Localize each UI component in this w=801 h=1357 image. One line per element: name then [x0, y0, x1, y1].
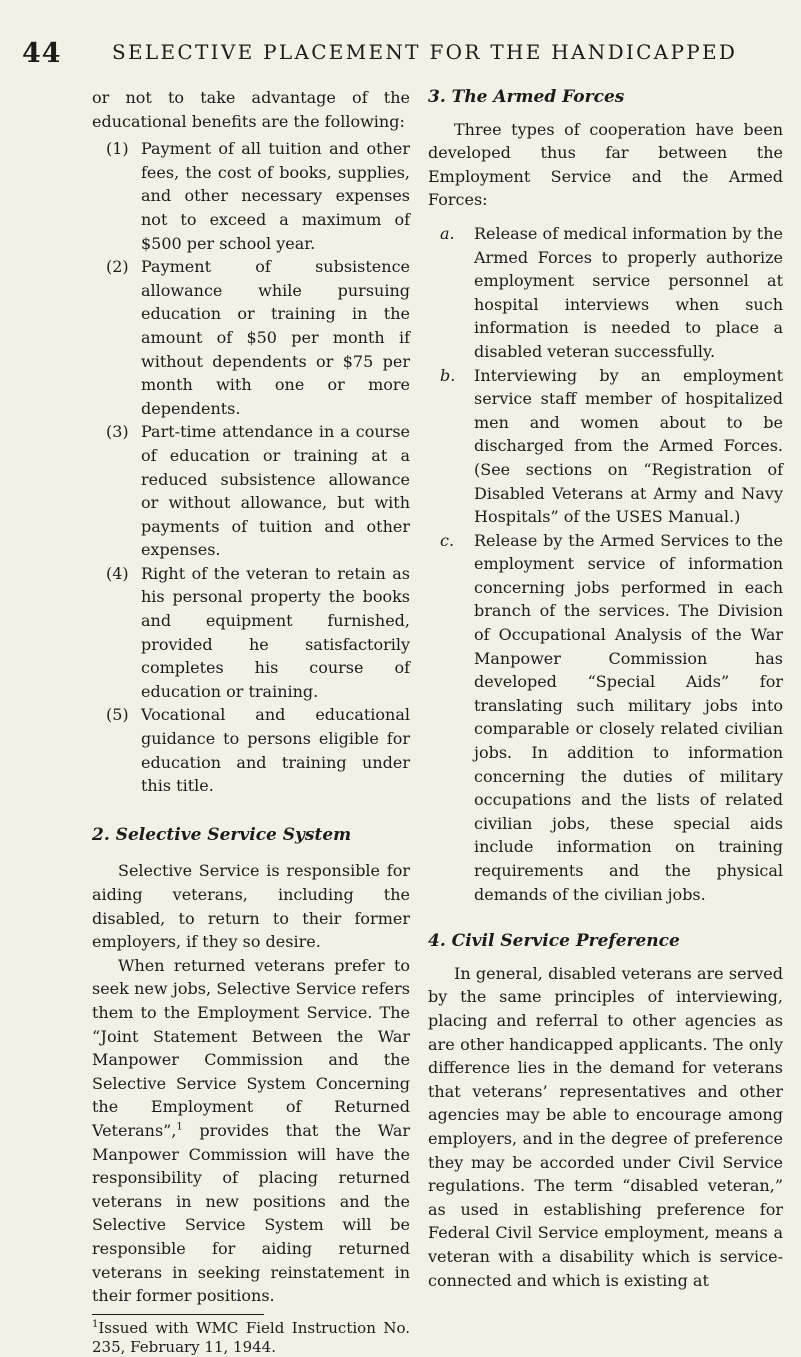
benefit-item: [92, 255, 410, 420]
selective-service-paragraph-2: [92, 954, 410, 1308]
benefit-item: [92, 420, 410, 562]
section-heading-civil-service: 4. Civil Service Preference: [428, 931, 680, 952]
footnote-divider: [92, 1314, 264, 1315]
benefit-text: Right of the veteran to retain as his personal property the books and equipment furnished, provided he satisfactorily completes his course of education or training.: [141, 563, 410, 701]
footnote-text: Issued with WMC Field Instruction No. 235, February 11, 1944.: [92, 1318, 410, 1356]
armed-forces-intro: Three types of cooperation have been developed thus far between the Employment Service and the Armed Forces:: [428, 119, 783, 210]
footnote-marker: 1: [92, 1318, 99, 1330]
cooperation-marker: c.: [440, 530, 455, 550]
cooperation-item: [428, 529, 783, 907]
footnote-reference: 1: [176, 1121, 183, 1133]
benefit-text: Payment of all tuition and other fees, the cost of books, supplies, and other necessary expenses not to exceed a maximum of $500 per school year.: [141, 139, 410, 253]
section-heading-selective-service: 2. Selective Service System: [92, 824, 352, 845]
benefit-marker: (2): [106, 257, 129, 277]
right-column: [428, 86, 783, 1292]
benefit-text: Part-time attendance in a course of education or training at a reduced subsistence allowance or without allowance, but with payments of tuition and other expenses.: [141, 422, 410, 560]
benefit-text: Payment of subsistence allowance while pursuing education or training in the amount of $50 per month if without dependents or $75 per month with one or more dependents.: [141, 257, 410, 418]
intro-paragraph: or not to take advantage of the educational benefits are the following:: [92, 88, 410, 131]
benefit-marker: (1): [106, 139, 129, 159]
selective-service-paragraph: Selective Service is responsible for aiding veterans, including the disabled, to return to their former employers, if they so desire.: [92, 861, 410, 952]
benefit-item: [92, 562, 410, 704]
cooperation-text: Release of medical information by the Armed Forces to properly authorize employment service personnel at hospital interviews when such information is needed to place a disabled veteran successfully.: [474, 223, 783, 361]
benefit-text: Vocational and educational guidance to persons eligible for education and training under this title.: [141, 705, 410, 796]
page-number: 44: [22, 38, 62, 69]
civil-service-paragraph: In general, disabled veterans are served by the same principles of interviewing, placing and referral to other agencies as are other handicapped applicants. The only difference lies in the demand for veterans that veterans’ representatives and other agencies may be able to encourage among employers, and in the degree of preference they may be accorded under Civil Service regulations. The term “disabled veteran,” as used in establishing preference for Federal Civil Service employment, means a veteran with a disability which is service-connected and which is existing at: [428, 963, 783, 1290]
cooperation-item: [428, 222, 783, 364]
left-column: [92, 86, 410, 1357]
running-header: SELECTIVE PLACEMENT FOR THE HANDICAPPED: [112, 40, 738, 64]
paragraph-text: provides that the War Manpower Commission will have the responsibility of placing returned veterans in new positions and the Selective Service System will be responsible for aiding returned veterans in seeking reinstatement in their former positions.: [92, 1120, 410, 1306]
benefit-item: [92, 137, 410, 255]
paragraph-text: When returned veterans prefer to seek new jobs, Selective Service refers them to the Employment Service. The “Joint Statement Between the War Manpower Commission and the Selective Service System Concerning the Employment of Returned Veterans”,: [92, 955, 410, 1140]
cooperation-text: Interviewing by an employment service staff member of hospitalized men and women about to be discharged from the Armed Forces. (See sections on “Registration of Disabled Veterans at Army and Navy Hospitals” of the USES Manual.): [474, 365, 783, 527]
cooperation-marker: a.: [440, 223, 455, 243]
footnote: [92, 1319, 410, 1357]
cooperation-item: [428, 364, 783, 529]
benefit-marker: (4): [106, 563, 129, 583]
cooperation-list: [428, 222, 783, 906]
section-heading-armed-forces: 3. The Armed Forces: [428, 87, 625, 107]
benefit-marker: (5): [106, 705, 129, 725]
benefit-item: [92, 703, 410, 797]
cooperation-marker: b.: [440, 365, 456, 385]
benefit-marker: (3): [106, 422, 129, 442]
cooperation-text: Release by the Armed Services to the employment service of information concerning jobs performed in each branch of the services. The Division of Occupational Analysis of the War Manpower Commission has developed “Special Aids” for translating such military jobs into comparable or closely related civilian jobs. In addition to information concerning the duties of military occupations and the lists of related civilian jobs, these special aids include information on training requirements and the physical demands of the civilian jobs.: [474, 530, 783, 904]
benefits-list: [92, 137, 410, 798]
